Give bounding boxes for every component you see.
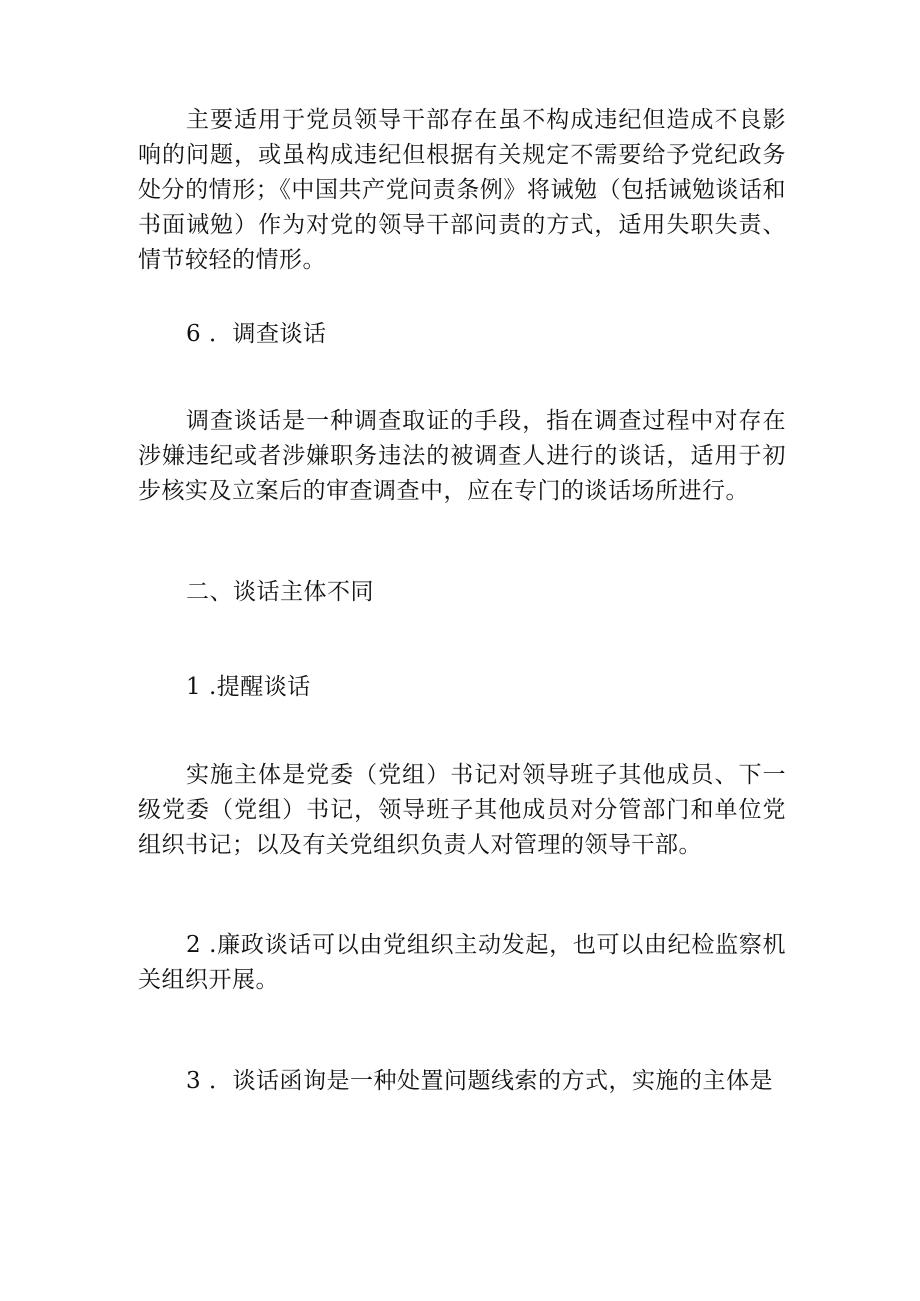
heading-investigation-talk: 6 ．调查谈话	[186, 321, 327, 347]
heading-reminder-talk: 1 .提醒谈话	[186, 674, 311, 700]
paragraph-integrity-talk: 2 .廉政谈话可以由党组织主动发起，也可以由纪检监察机关组织开展。	[138, 932, 786, 993]
paragraph-letter-inquiry: 3 ．谈话函询是一种处置问题线索的方式，实施的主体是	[186, 1068, 773, 1094]
paragraph-investigation-talk: 调查谈话是一种调查取证的手段，指在调查过程中对存在涉嫌违纪或者涉嫌职务违法的被调查人进行的谈话，适用于初步核实及立案后的审查调查中，应在专门的谈话场所进行。	[138, 408, 786, 504]
paragraph-admonition-scope: 主要适用于党员领导干部存在虽不构成违纪但造成不良影响的问题，或虽构成违纪但根据有关规定不需要给予党纪政务处分的情形；《中国共产党问责条例》将诫勉（包括诫勉谈话和书面诫勉）作为对党的领导干部问责的方式，适用失职失责、情节较轻的情形。	[138, 107, 786, 273]
paragraph-reminder-talk-subject: 实施主体是党委（党组）书记对领导班子其他成员、下一级党委（党组）书记，领导班子其他成员对分管部门和单位党组织书记；以及有关党组织负责人对管理的领导干部。	[138, 762, 786, 858]
heading-talk-subject-differs: 二、谈话主体不同	[186, 579, 374, 605]
